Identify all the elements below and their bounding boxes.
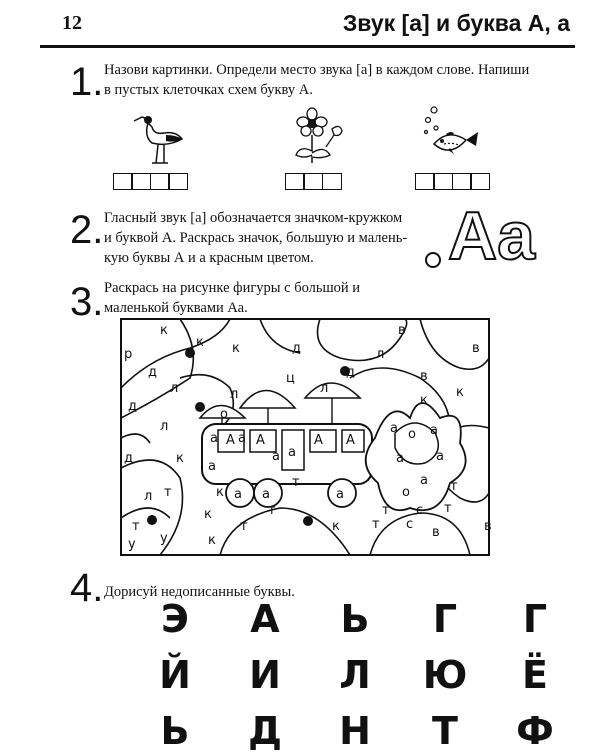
picture-letter[interactable]: т: [132, 519, 140, 534]
header-rule: [40, 45, 575, 48]
picture-letter[interactable]: д: [292, 341, 301, 356]
picture-letter[interactable]: л: [170, 381, 179, 396]
task1-scheme-2[interactable]: [286, 173, 342, 190]
scheme-cell[interactable]: [452, 173, 472, 190]
picture-letter[interactable]: к: [420, 393, 428, 408]
page-number: 12: [62, 12, 82, 34]
task1-number: 1.: [70, 60, 104, 104]
picture-letter[interactable]: А: [346, 433, 355, 448]
scheme-cell[interactable]: [113, 173, 133, 190]
scheme-cell[interactable]: [433, 173, 453, 190]
fragment-1[interactable]: Э: [161, 597, 189, 641]
picture-letter[interactable]: а: [430, 423, 438, 438]
fragment-11[interactable]: Ь: [160, 709, 190, 753]
picture-letter[interactable]: у: [160, 531, 168, 546]
flower-picture: [290, 105, 352, 167]
task1-scheme-3[interactable]: [416, 173, 490, 190]
picture-letter[interactable]: а: [208, 459, 216, 474]
fragment-4[interactable]: Г: [432, 597, 458, 641]
picture-letter[interactable]: о: [220, 407, 228, 422]
coloring-picture[interactable]: [120, 318, 490, 556]
picture-letter[interactable]: а: [234, 487, 242, 502]
picture-letter[interactable]: а: [396, 451, 404, 466]
picture-letter[interactable]: в: [432, 525, 440, 540]
fragment-9[interactable]: Ю: [422, 653, 468, 697]
task3-text-line2: маленькой буквами Аа.: [104, 300, 248, 316]
picture-letter[interactable]: л: [376, 347, 385, 362]
scheme-cell[interactable]: [303, 173, 323, 190]
picture-letter[interactable]: в: [398, 323, 406, 338]
picture-letter[interactable]: т: [372, 517, 380, 532]
task2-text: [104, 208, 414, 268]
vowel-circle-symbol[interactable]: [425, 252, 441, 268]
picture-letter[interactable]: р: [124, 347, 133, 362]
picture-letter[interactable]: а: [436, 449, 444, 464]
scheme-cell[interactable]: [470, 173, 490, 190]
fragment-12[interactable]: Д: [248, 709, 282, 753]
letter-fragments-grid: [130, 597, 580, 753]
picture-letter[interactable]: т: [292, 475, 300, 490]
picture-letter[interactable]: к: [208, 533, 216, 548]
picture-letter[interactable]: а: [238, 431, 246, 446]
task2-text-line3: кую буквы А и а красным цветом.: [104, 250, 314, 266]
picture-letter[interactable]: к: [216, 485, 224, 500]
task1-scheme-1[interactable]: [114, 173, 188, 190]
fragment-13[interactable]: Н: [339, 709, 371, 753]
picture-letter[interactable]: л: [320, 381, 329, 396]
picture-letter[interactable]: в: [472, 341, 480, 356]
picture-letter[interactable]: ц: [286, 371, 295, 386]
picture-letter[interactable]: А: [256, 433, 265, 448]
fragment-2[interactable]: А: [250, 597, 280, 641]
picture-letter[interactable]: у: [128, 537, 136, 552]
picture-letter[interactable]: а: [210, 431, 218, 446]
fragment-15[interactable]: Ф: [516, 709, 554, 753]
task3-text: [104, 278, 404, 318]
fragment-8[interactable]: Л: [339, 653, 371, 697]
scheme-cell[interactable]: [322, 173, 342, 190]
picture-letter[interactable]: с: [406, 517, 414, 532]
picture-letter[interactable]: д: [346, 365, 355, 380]
picture-letter[interactable]: л: [144, 489, 153, 504]
picture-letter[interactable]: с: [416, 503, 424, 518]
fragment-10[interactable]: Ё: [522, 653, 548, 697]
scheme-cell[interactable]: [168, 173, 188, 190]
fragment-7[interactable]: И: [249, 653, 281, 697]
scheme-cell[interactable]: [131, 173, 151, 190]
task1-text-line1: Назови картинки. Определи место звука [а] в каждом слове. Напиши: [104, 62, 530, 78]
picture-letter[interactable]: к: [232, 341, 240, 356]
scheme-cell[interactable]: [415, 173, 435, 190]
picture-letter[interactable]: а: [390, 421, 398, 436]
picture-letter[interactable]: к: [160, 323, 168, 338]
picture-letter[interactable]: в: [420, 369, 428, 384]
task4-text: Дорисуй недописанные буквы.: [104, 584, 295, 600]
picture-letter[interactable]: а: [262, 487, 270, 502]
picture-letter[interactable]: в: [484, 519, 492, 534]
picture-letter[interactable]: а: [336, 487, 344, 502]
task3-text-line1: Раскрась на рисунке фигуры с большой и: [104, 280, 361, 296]
big-letters-aa[interactable]: Aa: [448, 198, 535, 274]
picture-letter[interactable]: о: [408, 427, 416, 442]
picture-letter[interactable]: д: [148, 365, 157, 380]
picture-letter[interactable]: д: [124, 451, 133, 466]
picture-letter[interactable]: к: [196, 335, 204, 350]
task2-number: 2.: [70, 208, 104, 252]
fragment-14[interactable]: Т: [432, 709, 458, 753]
picture-letter[interactable]: д: [128, 399, 137, 414]
scheme-cell[interactable]: [285, 173, 305, 190]
picture-letter[interactable]: к: [204, 507, 212, 522]
page-title: Звук [а] и буква А, а: [342, 10, 570, 36]
stork-picture: [128, 105, 190, 167]
picture-letter[interactable]: а: [288, 445, 296, 460]
picture-letter[interactable]: к: [176, 451, 184, 466]
scheme-cell[interactable]: [150, 173, 170, 190]
task2-text-line2: и буквой А. Раскрась значок, большую и малень-: [104, 230, 408, 246]
task2-text-line1: Гласный звук [а] обозначается значком-кружком: [104, 210, 403, 226]
picture-letter[interactable]: о: [402, 485, 410, 500]
picture-letter[interactable]: А: [314, 433, 323, 448]
picture-letter[interactable]: л: [160, 419, 169, 434]
picture-letter[interactable]: т: [444, 501, 452, 516]
picture-letter[interactable]: к: [456, 385, 464, 400]
picture-letter[interactable]: А: [226, 433, 235, 448]
picture-letter[interactable]: т: [450, 479, 458, 494]
picture-letter[interactable]: а: [272, 449, 280, 464]
task3-number: 3.: [70, 280, 104, 324]
fish-picture: [420, 104, 482, 166]
picture-letter[interactable]: т: [240, 519, 248, 534]
fragment-3[interactable]: Ь: [340, 597, 370, 641]
picture-letter[interactable]: т: [268, 503, 276, 518]
task4-number: 4.: [70, 566, 104, 610]
picture-letter[interactable]: т: [164, 485, 172, 500]
task1-text: [104, 60, 584, 100]
picture-letter[interactable]: л: [230, 387, 239, 402]
picture-letter[interactable]: к: [332, 519, 340, 534]
fragment-6[interactable]: Й: [159, 653, 191, 697]
task1-text-line2: в пустых клеточках схем букву А.: [104, 82, 313, 98]
picture-letter[interactable]: т: [382, 503, 390, 518]
picture-letter[interactable]: а: [420, 473, 428, 488]
fragment-5[interactable]: Г: [522, 597, 548, 641]
